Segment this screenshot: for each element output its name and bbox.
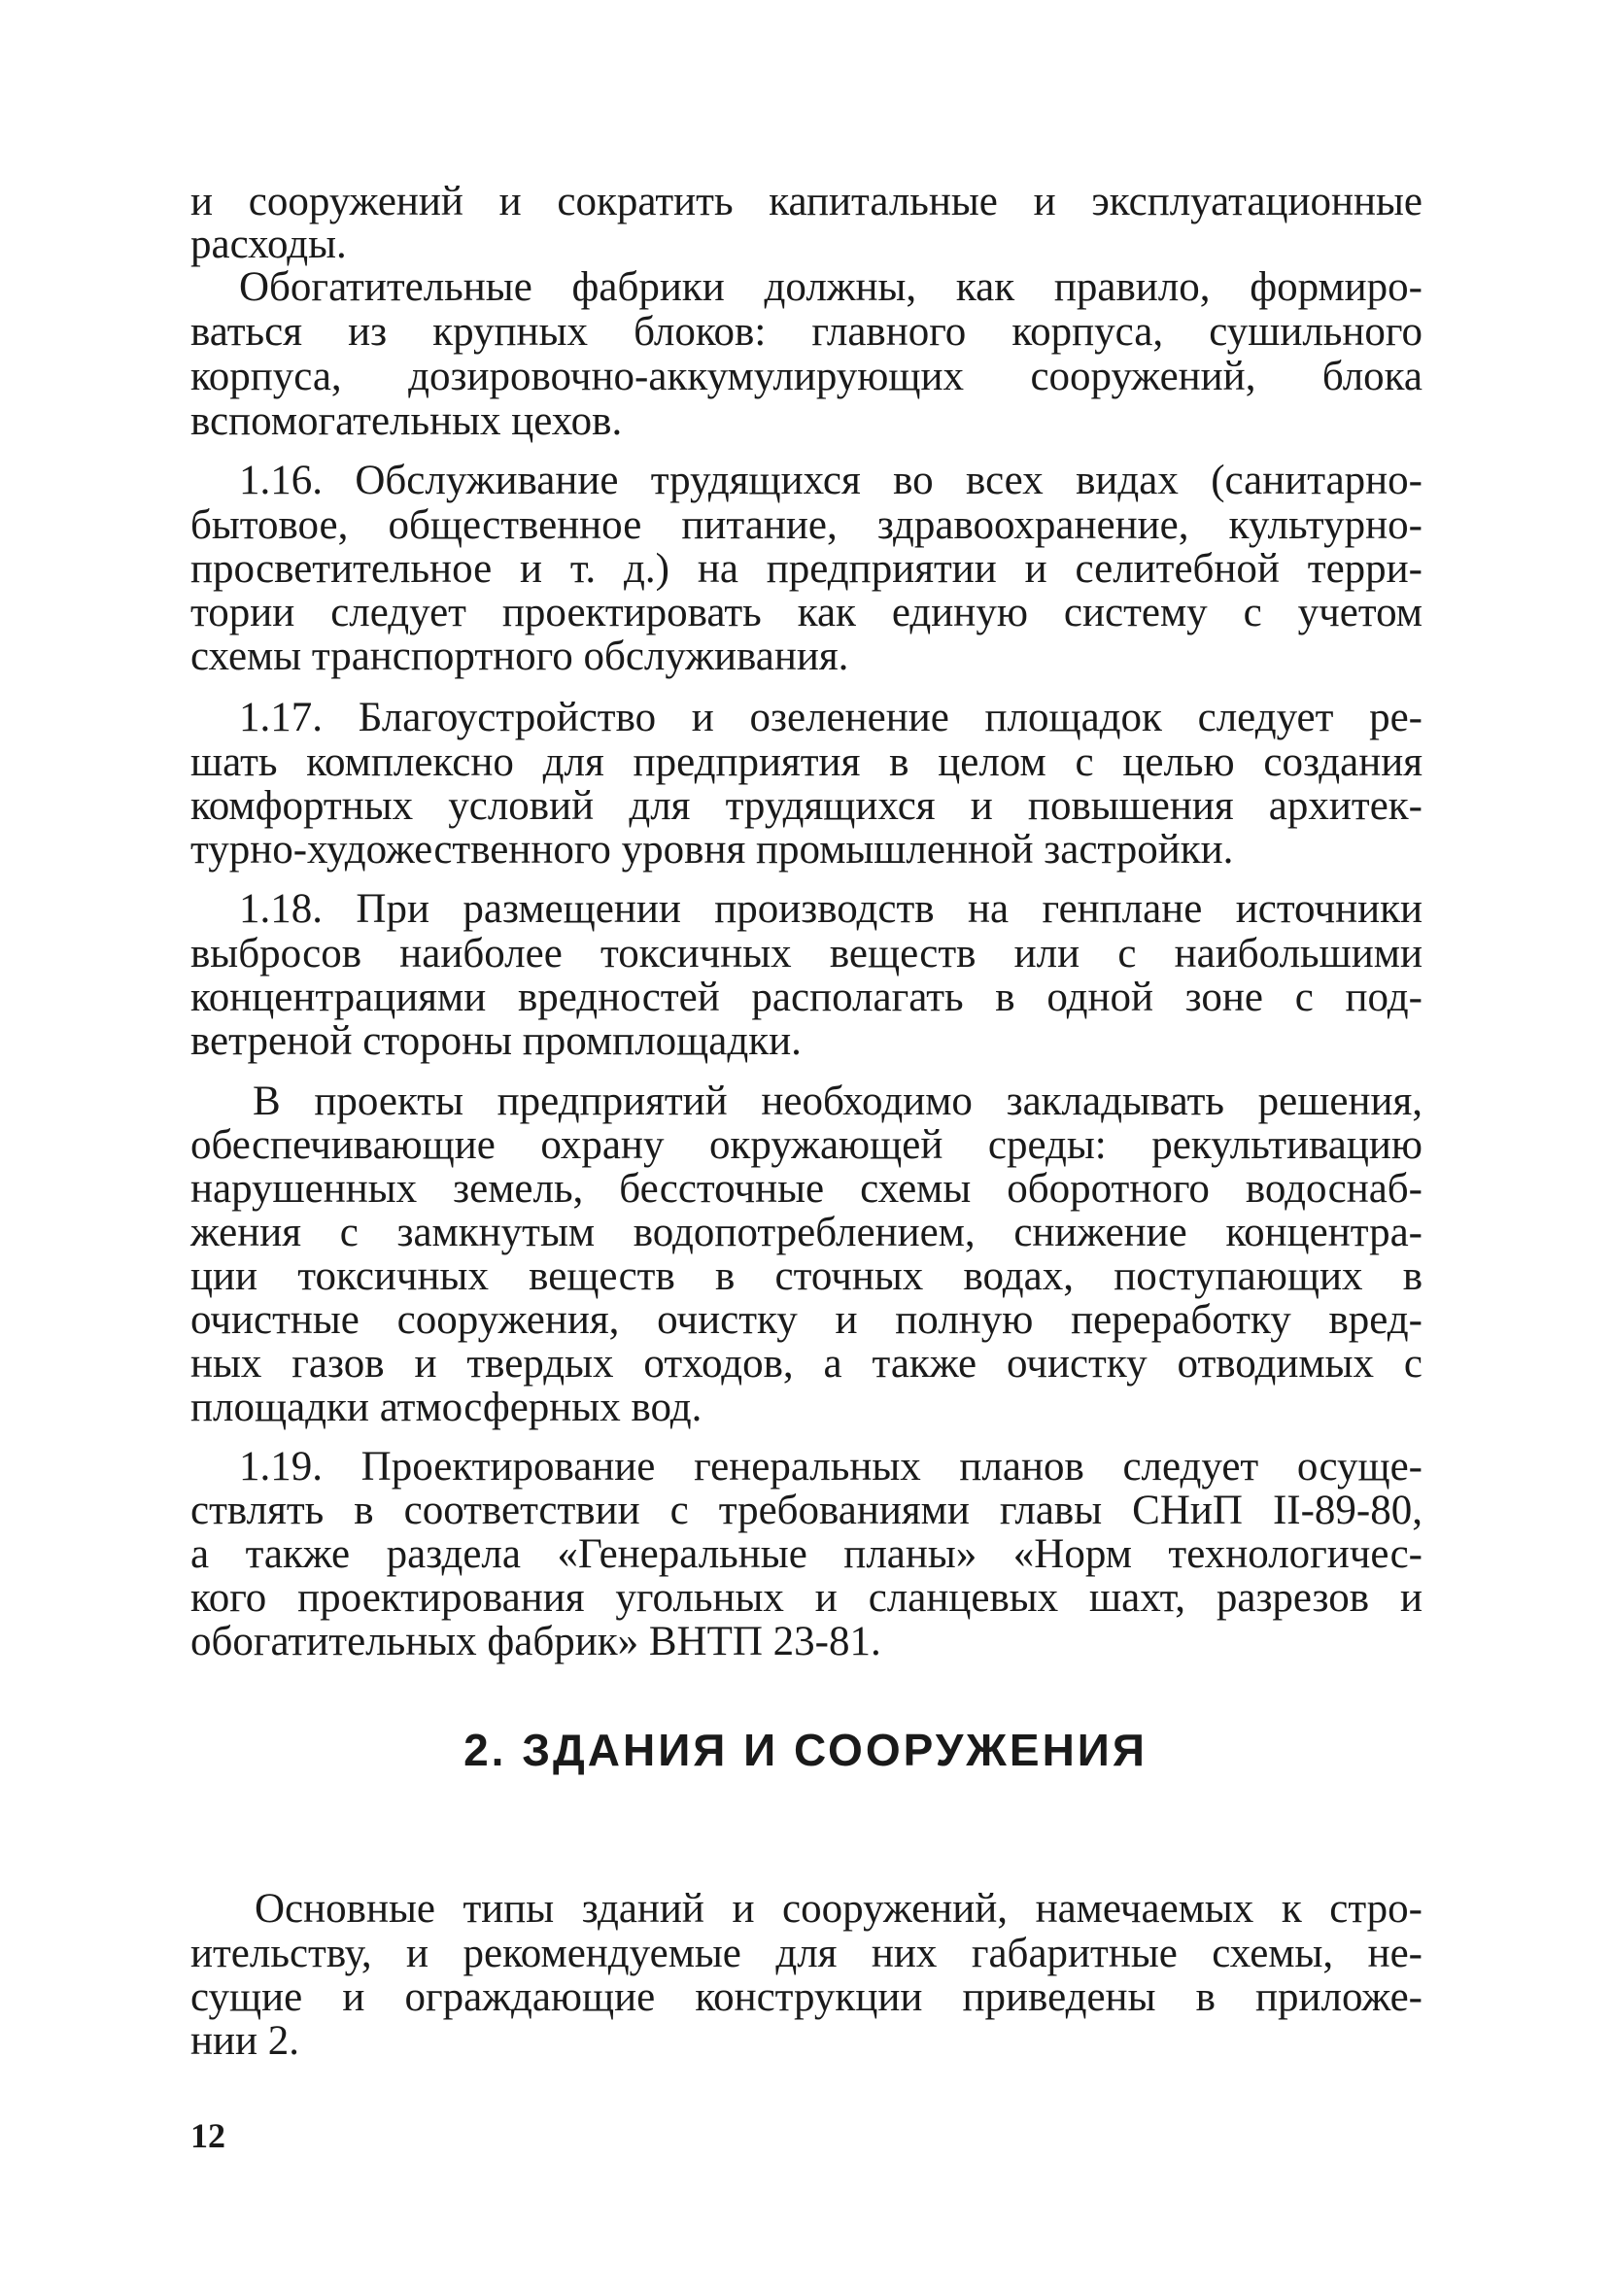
text-line: корпуса, дозировочно-аккумулирующих сооружений, блока [190, 354, 1422, 399]
text-line: схемы транспортного обслуживания. [190, 634, 849, 679]
section-heading: 2. ЗДАНИЯ И СООРУЖЕНИЯ [463, 1725, 1148, 1775]
text-line: В проекты предприятий необходимо закладывать решения, [253, 1079, 1422, 1124]
text-line: бытовое, общественное питание, здравоохранение, культурно- [190, 502, 1422, 548]
text-line: ветреной стороны промплощадки. [190, 1018, 802, 1064]
text-line: кого проектирования угольных и сланцевых шахт, разрезов и [190, 1575, 1422, 1621]
text-line: жения с замкнутым водопотреблением, снижение концентра- [190, 1210, 1422, 1255]
text-line: Обогатительные фабрики должны, как правило, формиро- [239, 264, 1422, 310]
text-line: выбросов наиболее токсичных веществ или с наибольшими [190, 931, 1422, 977]
text-line: 1.16. Обслуживание трудящихся во всех видах (санитарно- [239, 458, 1422, 503]
text-line: расходы. [190, 222, 347, 267]
text-line: 1.19. Проектирование генеральных планов следует осуще- [239, 1444, 1422, 1490]
text-line: обогатительных фабрик» ВНТП 23-81. [190, 1619, 881, 1664]
text-line: ции токсичных веществ в сточных водах, поступающих в [190, 1253, 1422, 1299]
text-line: площадки атмосферных вод. [190, 1385, 703, 1430]
text-line: турно-художественного уровня промышленной застройки. [190, 827, 1234, 873]
text-line: и сооружений и сократить капитальные и эксплуатационные [190, 179, 1422, 224]
text-line: ваться из крупных блоков: главного корпуса, сушильного [190, 309, 1422, 355]
text-line: концентрациями вредностей располагать в одной зоне с под- [190, 975, 1422, 1020]
text-line: Основные типы зданий и сооружений, намечаемых к стро- [255, 1886, 1422, 1932]
text-line: ствлять в соответствии с требованиями главы СНиП II-89-80, [190, 1488, 1422, 1533]
text-line: вспомогательных цехов. [190, 398, 623, 444]
text-line: ных газов и твердых отходов, а также очистку отводимых с [190, 1341, 1422, 1387]
text-line: шать комплексно для предприятия в целом с целью создания [190, 739, 1422, 785]
text-line: тории следует проектировать как единую систему с учетом [190, 590, 1422, 635]
text-line: просветительное и т. д.) на предприятии и селитебной терри- [190, 546, 1422, 592]
text-line: сущие и ограждающие конструкции приведены в приложе- [190, 1974, 1422, 2020]
text-line: обеспечивающие охрану окружающей среды: рекультивацию [190, 1122, 1422, 1168]
text-line: нии 2. [190, 2018, 300, 2064]
page-number: 12 [190, 2116, 225, 2155]
text-line: комфортных условий для трудящихся и повышения архитек- [190, 783, 1422, 829]
text-line: нарушенных земель, бессточные схемы оборотного водоснаб- [190, 1166, 1422, 1212]
text-line: а также раздела «Генеральные планы» «Норм технологичес- [190, 1531, 1422, 1577]
text-line: ительству, и рекомендуемые для них габаритные схемы, не- [190, 1931, 1422, 1976]
text-line: 1.17. Благоустройство и озеленение площадок следует ре- [239, 695, 1422, 740]
text-line: 1.18. При размещении производств на генплане источники [239, 886, 1422, 932]
text-line: очистные сооружения, очистку и полную переработку вред- [190, 1297, 1422, 1343]
